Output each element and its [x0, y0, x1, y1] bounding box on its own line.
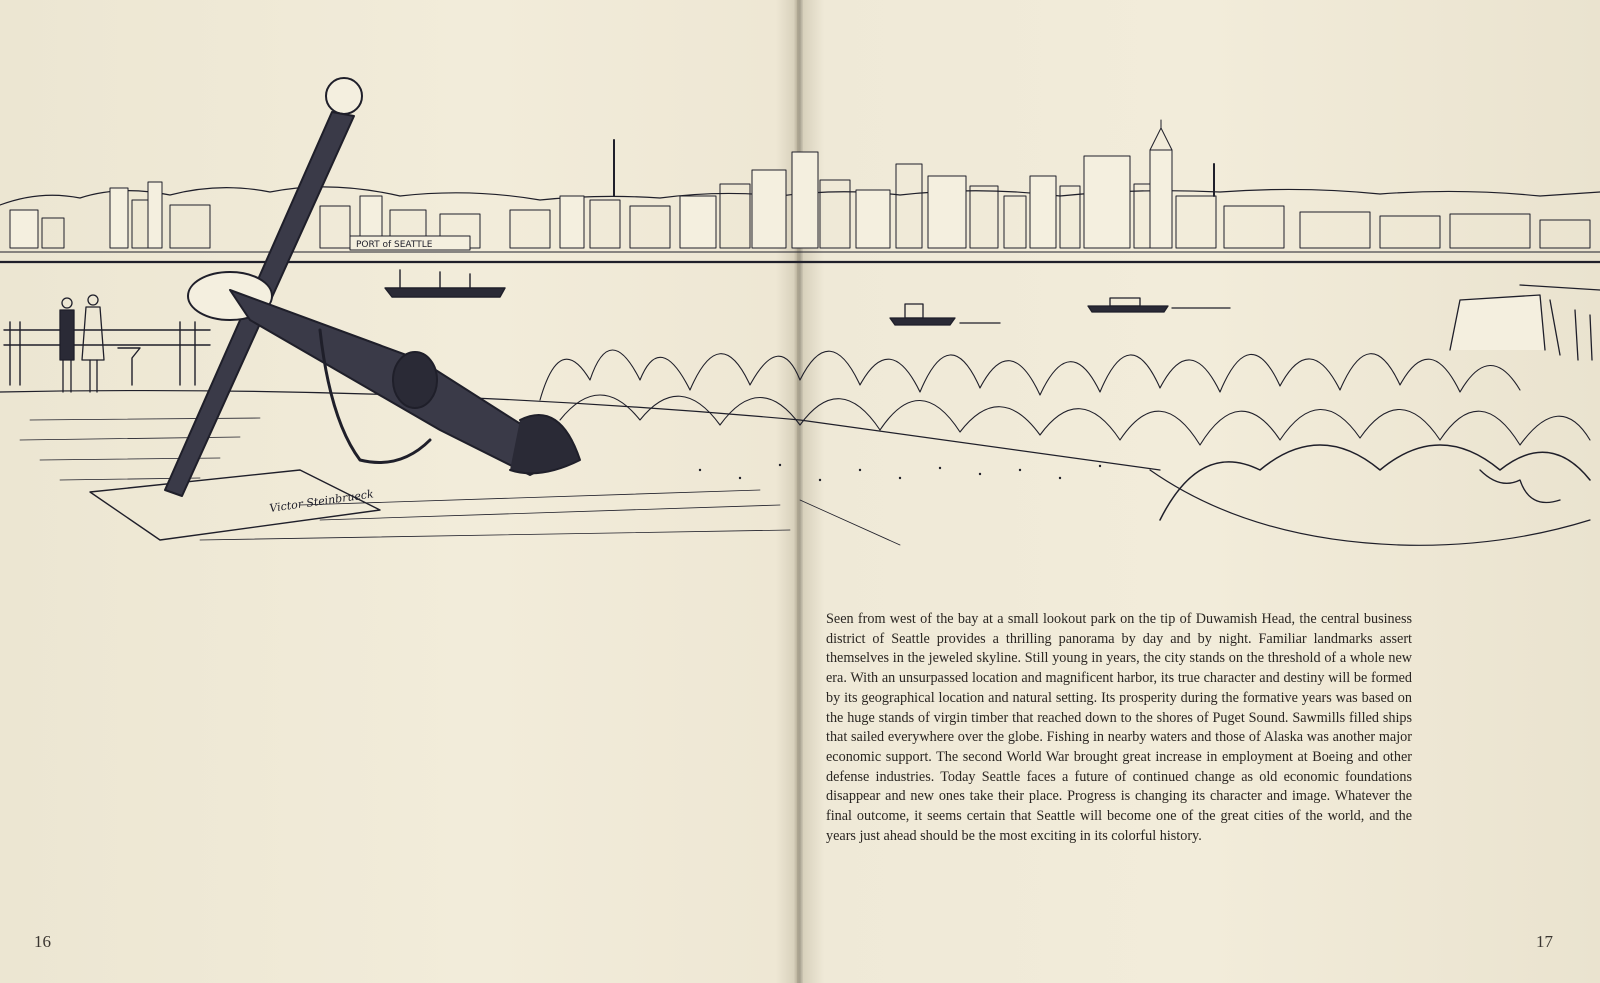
page-number-left: 16	[34, 932, 51, 951]
anchor	[165, 78, 580, 496]
shrubbery	[540, 350, 1590, 545]
sand-texture	[699, 464, 1101, 481]
caption-paragraph: Seen from west of the bay at a small lookout park on the tip of Duwamish Head, the central business district of Seattle provides a thrilling panorama by day and by night. Familiar landmarks assert themselves in the jeweled skyline. Still young in years, the city stands on the threshold of a whole new era. With an unsurpassed location and magnificent harbor, its true character and destiny will be formed by its geographical location and natural setting. Its prosperity during the formative years was based on the huge stands of virgin timber that reached down to the shores of Puget Sound. Sawmills filled ships that sailed everywhere over the globe. Fishing in nearby waters and those of Alaska was another major economic support. The second World War brought great increase in employment at Boeing and other defense industries. Today Seattle faces a future of continued change as old economic foundations disappear and new ones take their place. Progress is changing its character and image. Whatever the final outcome, it seems certain that Seattle will become one of the great cities of the world, and the years just ahead should be the most exciting in its colorful history.	[826, 611, 1412, 844]
page-number-right: 17	[1536, 932, 1553, 951]
ship-right	[1088, 298, 1230, 312]
ship-left	[385, 270, 505, 297]
svg-text:PORT of SEATTLE: PORT of SEATTLE	[356, 240, 433, 250]
artist-signature: Victor Steinbrueck	[268, 487, 375, 515]
people-figures	[60, 295, 104, 392]
lookout-railing	[4, 322, 210, 385]
right-structure	[1450, 285, 1600, 360]
port-sign	[350, 236, 470, 250]
tugboat	[890, 304, 1000, 325]
right-skyline	[820, 120, 1590, 248]
